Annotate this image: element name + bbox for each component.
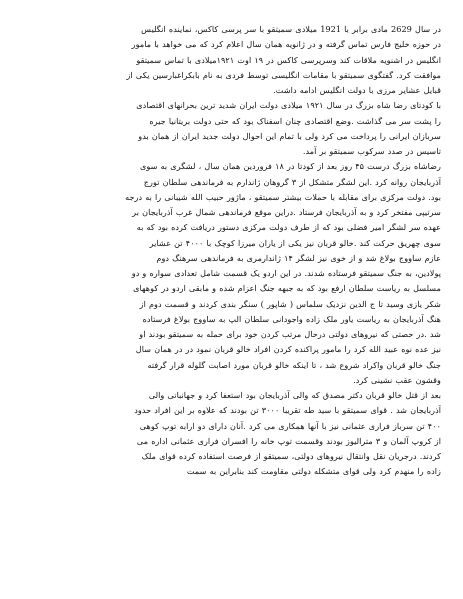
text-line: شد .در حصتی که نیروهای دولتی درحال مرتب کردن خود برای حمله به سمیتقو بودند او	[139, 329, 441, 339]
text-line: تاسیس در صدد سرکوب سمیتقو بر آمد.	[302, 146, 441, 156]
text-line: را پشت سر می گذاشت .وضع اقتصادی چنان اسفناک بود که حتی دولت بریتانیا جیره	[149, 115, 441, 126]
text-line: در حوزه خلیج فارس تماس گرفته و در ژانویه همان سال اعلام کرد که می خواهد با مامور	[131, 39, 441, 50]
text-line: ۴۰۰ تن سرباز فراری عثمانی نیز با آنها همکاری می کرد .آنان دارای دو ارابه توپ کوهی	[139, 420, 441, 431]
text-line: عهده سر لشگر امیر فضلی بود که از طرف دولت مرکزی دستور دریافت کرده بود که به	[136, 222, 441, 233]
text-line: پولادین، به جنگ سمیتقو فرستاده شدند. در این اردو یک قسمت شامل تعدادی سواره و دو	[131, 268, 441, 278]
text-line: سربازان ایرانی را پرداخت می کرد ولی با تمام این احوال دولت جدید ایران از همان بدو	[138, 130, 441, 141]
text-line: در سال 2629 مادی برابر با 1921 میلادی سمیتقو با سر پرسی کاکس، نماینده انگلیس	[141, 24, 441, 34]
text-line: مسلسل به ریاست سلطان ارفع بود که به جبهه جنگ اعزام شده و مابقی اردو در کوههای	[133, 283, 441, 294]
text-line: وقشون عقب نشینی کرد.	[353, 374, 441, 385]
text-line: رضاشاه بزرگ درست ۴۵ روز بعد از کودتا در ۱۸ فروردین همان سال ، لشگری به سوی	[139, 161, 441, 172]
text-line: بود. دولت مرکزی برای مقابله با حملات بیشتر سمیتقو ، ماژور حبیب الله شیبانی را به درجه	[125, 191, 441, 202]
text-line: زاده را منهدم کرد ولی قوای متشکله دولتی مقاومت کند بنابراین به سمت	[186, 466, 441, 477]
text-line: آذربایجان روانه کرد .این لشگر متشکل از ۳ گروهان ژاندارم به فرماندهی سلطان تورج	[143, 176, 441, 187]
text-line: از کروپ آلمان و ۳ مترالیوز بودند وقسمت توپ خانه را افسران فراری عثمانی اداره می	[136, 435, 441, 446]
paragraph-3	[23, 159, 441, 388]
text-line: موافقت کرد. گفتگوی سمیتقو با مقامات انگلیسی توسط فردی به نام بابکراغبارسین یکی از	[126, 69, 441, 80]
text-line: نیز عده نوه عبید الله کرد را مامور پراکنده کردن افراد خالو قربان نمود در در همان سال	[135, 344, 441, 355]
text-line: شکر یازی وسید تا ج الدین نزدیک سلماس ( شاپور ) سنگر بندی کردند و قسمت دوم از	[139, 298, 441, 309]
text-line: هنگ آذربایجان به ریاست یاور ملک زاده واجودانی سلطان الپ به ساووج بولاغ فرستاده	[142, 313, 441, 324]
document-page	[23, 22, 441, 592]
text-line: کردند. درجریان نقل وانتقال نیروهای دولتی، سمیتقو از فرصت استفاده کرده قوای ملک	[141, 451, 441, 461]
text-line: سرتیپی مفتخر کرد و به آذربایجان فرستاد .دراین موقع فرماندهی شمال غرب آذربایجان بر	[132, 207, 441, 217]
text-line: قبایل عشایر مرزی با دولت انگلیس ادامه داشت.	[273, 85, 441, 95]
text-line: با کودتای رضا شاه بزرگ در سال ۱۹۲۱ میلادی دولت ایران شدید ترین بحرانهای اقتصادی	[136, 100, 441, 111]
text-line: عازم ساووج بولاغ شد و از خوی نیز لشگر ۱۴ ژاندارمری به فرماندهی سرهنگ دوم	[156, 252, 441, 263]
paragraph-1	[23, 22, 441, 98]
text-line: جنگ خالو قربان واکراد شروع شد ، تا اینکه خالو قربان مورد اصابت گلوله قرار گرفته	[147, 359, 441, 370]
text-line: سوی چهریق حرکت کند .خالو قربان نیز یکی از یاران میرزا کوچک با ۴۰۰۰ تن عشایر	[149, 237, 441, 248]
paragraph-2	[23, 98, 441, 159]
paragraph-4	[23, 388, 441, 480]
text-line: بعد از قتل خالو قربان دکتر مصدق که والی آذربایجان بود استعفا کرد و جهانبانی والی	[148, 390, 441, 400]
text-line: انگلیس در اشنویه ملاقات کند وسرپرسی کاکس در ۱۹ اوت ۱۹۲۱میلادی با تماس سمیتقو	[136, 54, 441, 65]
text-line: آذربایجان شد . قوای سمیتقو با سید طه تقریبا ۳۰۰۰ تن بودند که علاوه بر این افراد حدود	[134, 405, 441, 416]
